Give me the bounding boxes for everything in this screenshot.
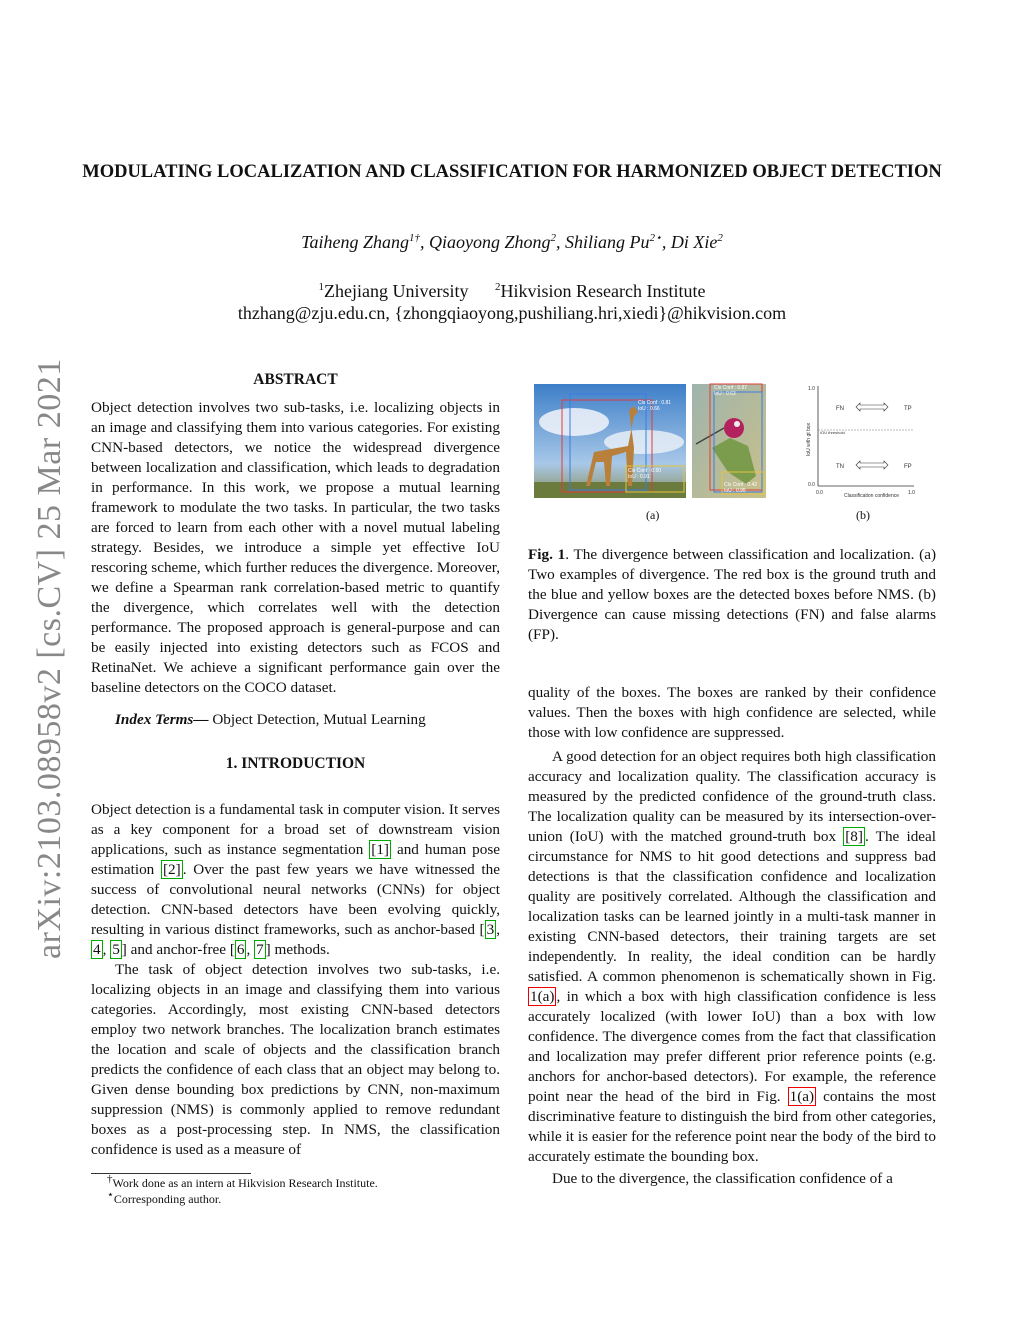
citation-link[interactable]: 4 (93, 941, 101, 958)
affiliations (80, 280, 944, 324)
quadrant-label: FN (836, 406, 844, 412)
citation-link[interactable]: 7 (256, 941, 264, 958)
box-label: IoU : 0.95 (724, 488, 746, 494)
author-sup: 1† (408, 232, 420, 244)
divergence-plot (806, 386, 915, 499)
y-axis-label: IoU with gt box (806, 422, 812, 456)
paragraph: Due to the divergence, the classification confidence of a (552, 1170, 893, 1187)
paragraph-continued: quality of the boxes. The boxes are ranked by their confidence values. Then the boxes with high confidence are selected, while those with low confidence are suppressed. (528, 684, 936, 741)
caption-text: . The divergence between classification and localization. (a) Two examples of divergence. The red box is the ground truth and the blue and yellow boxes are the detected boxes before NMS. (b) Divergence can cause missing detections (FN) and false alarms (FP). (528, 546, 936, 643)
author-sup: 2 (550, 232, 556, 244)
text-run: ] and anchor-free [ (121, 941, 235, 958)
paper-title: MODULATING LOCALIZATION AND CLASSIFICATION FOR HARMONIZED OBJECT DETECTION (82, 162, 942, 182)
threshold-label: IOU threshold (820, 430, 845, 435)
bird-image (692, 384, 766, 498)
figure-1 (534, 382, 936, 522)
text-run: , in which a box with high classification confidence is less accurately localized (with lower IoU) than a box with low confidence. The divergence comes from the fact that classification and localization may prefer different prior reference points (e.g. anchors for anchor-based detectors). For example, the reference point near the head of the bird in Fig. (528, 988, 936, 1105)
footnotes (91, 1175, 378, 1207)
footnote-mark: ⋆ (107, 1189, 114, 1201)
paragraph (528, 747, 936, 1167)
footnote-rule (91, 1173, 251, 1174)
emails: thzhang@zju.edu.cn, {zhongqiaoyong,pushiliang.hri,xiedi}@hikvision.com (237, 303, 787, 323)
author-name: Shiliang Pu (564, 232, 650, 252)
box-label: IoU : 0.91 (628, 474, 650, 480)
figure-1-graphics (534, 382, 936, 522)
author-list: Taiheng Zhang$^{1\dagger}$, Qiaoyong Zhong$^2$, Shiliang $Pu^{2⋆}$, Di Xie$^2$ (301, 232, 723, 252)
quadrant-label: FP (904, 464, 912, 470)
index-terms-text: Object Detection, Mutual Learning (212, 711, 426, 728)
abstract-text: Object detection involves two sub-tasks, i.e. localizing objects in an image and classifying them into various categories. For existing CNN-based detectors, we notice the widespread divergence between localization and classification, which leads to degradation in performance. In this work, we propose a mutual learning framework to modulate the two tasks. In particular, the two tasks are forced to learn from each other with a novel mutual labeling strategy. Besides, we introduce a simple yet effective IoU rescoring scheme, which further reduces the divergence. Moreover, we define a Spearman rank correlation-based metric to quantify the divergence, which correlates well with the detection performance. The proposed approach is general-purpose and can be easily injected into existing detectors such as FCOS and RetinaNet. We achieve a significant performance gain over the baseline detectors on the COCO dataset. (91, 399, 501, 696)
right-column (528, 683, 936, 1189)
text-run: , (496, 921, 500, 938)
citation-link[interactable]: 5 (112, 941, 120, 958)
box-label: Cls Conf : 0.81 (638, 400, 672, 406)
x-axis-label: Classification confidence (844, 493, 900, 499)
tick-label: 0.0 (808, 482, 815, 488)
text-run: , (102, 941, 111, 958)
author-sup: 2⋆ (649, 232, 662, 244)
author-name: Taiheng Zhang (301, 232, 409, 252)
quadrant-label: TN (836, 464, 844, 470)
tick-label: 1.0 (808, 386, 815, 392)
text-run: . The ideal circumstance for NMS to hit good detections and suppress bad detections is that the classification confidence and localization quality are positively correlated. Although the classification and localization tasks can be learned jointly in a multi-task manner in existing CNN-based detectors, their training targets are set independently. In reality, the ideal condition can be hardly satisfied. A common phenomenon is schematically shown in Fig. (528, 828, 936, 985)
author-sup: 2 (717, 232, 723, 244)
text-run: Object detection is a fundamental task in computer vision. It serves as a key component for a broad set of downstream vision applications, such as instance segmentation (91, 801, 500, 858)
footnote-text: Work done as an intern at Hikvision Research Institute. (112, 1176, 378, 1190)
caption-label: Fig. 1 (528, 546, 566, 563)
affiliation: Zhejiang University (324, 281, 469, 301)
author-name: Di Xie (670, 232, 718, 252)
box-label: IoU : 0.63 (714, 391, 736, 397)
text-run: , (246, 941, 255, 958)
arxiv-side-stamp: arXiv:2103.08958v2 [cs.CV] 25 Mar 2021 (31, 358, 68, 959)
tick-label: 1.0 (908, 490, 915, 496)
subfigure-label: (b) (856, 508, 870, 522)
text-run: contains the most discriminative feature to distinguish the bird from other categories, while it is easier for the reference point near the body of the bird to accurately estimate the bounding box. (528, 1088, 936, 1165)
left-column (91, 370, 500, 1160)
text-run: A good detection for an object requires both high classification accuracy and localization quality. The classification accuracy is measured by the predicted confidence of the ground-truth class. The localization quality can be measured by its intersection-over-union (IoU) with the matched ground-truth box (528, 748, 936, 845)
intro-paragraph-1 (91, 800, 500, 960)
abstract-heading: ABSTRACT (253, 371, 338, 388)
double-arrow-icon (856, 461, 888, 469)
box-label: Cls Conf : 0.42 (724, 482, 758, 488)
citation-link[interactable]: [2] (163, 861, 181, 878)
quadrant-label: TP (904, 406, 912, 412)
author-name: Qiaoyong Zhong (428, 232, 551, 252)
citation-link[interactable]: 3 (486, 921, 495, 938)
intro-paragraph-2: The task of object detection involves two sub-tasks, i.e. localizing objects in an image and classifying them into various categories. Accordingly, most existing CNN-based detectors employ two network branches. The localization branch estimates the location and scale of objects and the classification branch predicts the confidence of each class that an object may belong to. Given dense bounding box predictions by CNN, non-maximum suppression (NMS) is commonly applied to remove redundant boxes as a post-processing step. In NMS, the classification confidence is used as a measure of (91, 961, 500, 1158)
tick-label: 0.0 (816, 490, 823, 496)
double-arrow-icon (856, 403, 888, 411)
figure-link[interactable]: 1(a) (530, 988, 555, 1005)
text-run: ] methods. (265, 941, 330, 958)
citation-link[interactable]: [8] (845, 828, 863, 845)
text-run: . Over the past few years we have witnessed the success of convolutional neural networks (CNNs) for object detection. CNN-based detectors have been evolving quickly, resulting in various distinct frameworks, such as anchor-based [ (91, 861, 500, 938)
index-terms (91, 710, 500, 730)
box-label: Cls Conf : 0.87 (714, 385, 748, 391)
box-label: IoU : 0.66 (638, 406, 660, 412)
box-label: Cls Conf : 0.50 (628, 468, 662, 474)
giraffe-image (534, 384, 686, 498)
section-heading: 1. INTRODUCTION (225, 755, 366, 772)
subfigure-label: (a) (646, 508, 660, 522)
citation-link[interactable]: 6 (236, 941, 245, 958)
footnote-text: Corresponding author. (113, 1192, 222, 1206)
citation-link[interactable]: [1] (371, 841, 389, 858)
affiliation: Hikvision Research Institute (500, 281, 706, 301)
text-run: and human pose estimation (91, 841, 500, 878)
figure-caption (528, 545, 936, 645)
index-terms-label: Index Terms— (115, 711, 209, 728)
footnote-mark: † (107, 1173, 113, 1185)
affil-sup: 1 (318, 281, 325, 293)
affil-sup: 2 (495, 281, 501, 293)
figure-link[interactable]: 1(a) (789, 1088, 815, 1105)
